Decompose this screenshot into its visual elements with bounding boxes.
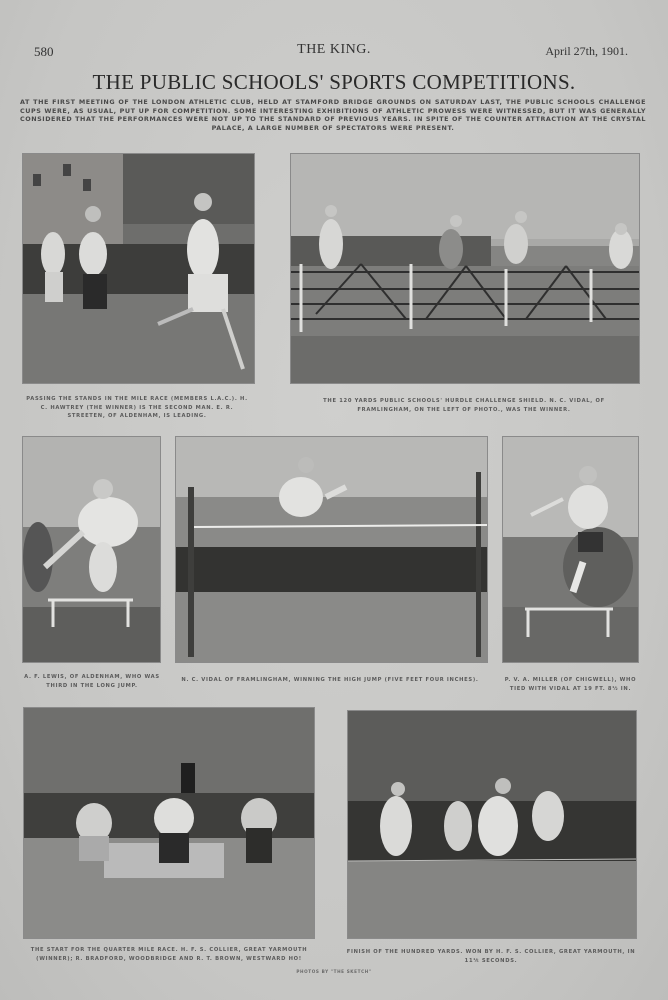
- caption-hundred-yards-finish: FINISH OF THE HUNDRED YARDS. WON BY H. F. S. COLLIER, GREAT YARMOUTH, IN 11⅕ SECONDS.: [346, 949, 636, 964]
- caption-quarter-mile-start: THE START FOR THE QUARTER MILE RACE. H. F. S. COLLIER, GREAT YARMOUTH (WINNER); R. BRADFORD, WOODBRIDGE AND R. T. BROWN, WESTWARD HO!: [30, 947, 308, 962]
- photo-hurdles: [290, 153, 640, 384]
- hundred-yards-finish-image: [348, 711, 636, 938]
- article-intro: AT THE FIRST MEETING OF THE LONDON ATHLETIC CLUB, HELD AT STAMFORD BRIDGE GROUNDS ON SATURDAY LAST, THE PUBLIC SCHOOLS CHALLENGE CUPS WERE, AS USUAL, PUT UP FOR COMPETITION. SOME INTERESTING EXHIBITIONS OF ATHLETIC PROWESS WERE WITNESSED, BUT IT WAS GENERALLY CONSIDERED THAT THE PERFORMANCES WERE NOT UP TO THE STANDARD OF PREVIOUS YEARS. IN SPITE OF THE COUNTER ATTRACTION AT THE CRYSTAL PALACE, A LARGE NUMBER OF SPECTATORS WERE PRESENT.: [20, 98, 646, 132]
- caption-mile-race: PASSING THE STANDS IN THE MILE RACE (MEMBERS L.A.C.). H. C. HAWTREY (THE WINNER) IS THE SECOND MAN. E. R. STREETEN, OF ALDENHAM, IS LEADING.: [26, 396, 248, 420]
- publication-name: THE KING.: [297, 42, 371, 57]
- caption-high-jump-vidal: N. C. VIDAL OF FRAMLINGHAM, WINNING THE HIGH JUMP (FIVE FEET FOUR INCHES).: [181, 677, 479, 683]
- long-jump-miller-image: [503, 437, 638, 662]
- photo-hundred-yards-finish: [347, 710, 637, 939]
- article-title: THE PUBLIC SCHOOLS' SPORTS COMPETITIONS.: [92, 70, 576, 94]
- caption-long-jump-lewis: A. F. LEWIS, OF ALDENHAM, WHO WAS THIRD IN THE LONG JUMP.: [24, 674, 160, 689]
- caption-hurdles: THE 120 YARDS PUBLIC SCHOOLS' HURDLE CHALLENGE SHIELD. N. C. VIDAL, OF FRAMLINGHAM, ON THE LEFT OF PHOTO., WAS THE WINNER.: [323, 398, 605, 413]
- photo-mile-race: [22, 153, 255, 384]
- page-number: 580: [34, 44, 54, 59]
- photo-credit: PHOTOS BY "THE SKETCH": [296, 969, 372, 974]
- long-jump-lewis-image: [23, 437, 160, 662]
- caption-long-jump-miller: P. V. A. MILLER (OF CHIGWELL), WHO TIED WITH VIDAL AT 19 FT. 8½ IN.: [504, 677, 637, 692]
- hurdles-image: [291, 154, 639, 383]
- mile-race-image: [23, 154, 254, 383]
- quarter-mile-start-image: [24, 708, 314, 938]
- high-jump-vidal-image: [176, 437, 487, 662]
- photo-high-jump-vidal: [175, 436, 488, 663]
- photo-long-jump-lewis: [22, 436, 161, 663]
- photo-quarter-mile-start: [23, 707, 315, 939]
- photo-long-jump-miller: [502, 436, 639, 663]
- issue-date: April 27th, 1901.: [545, 44, 628, 58]
